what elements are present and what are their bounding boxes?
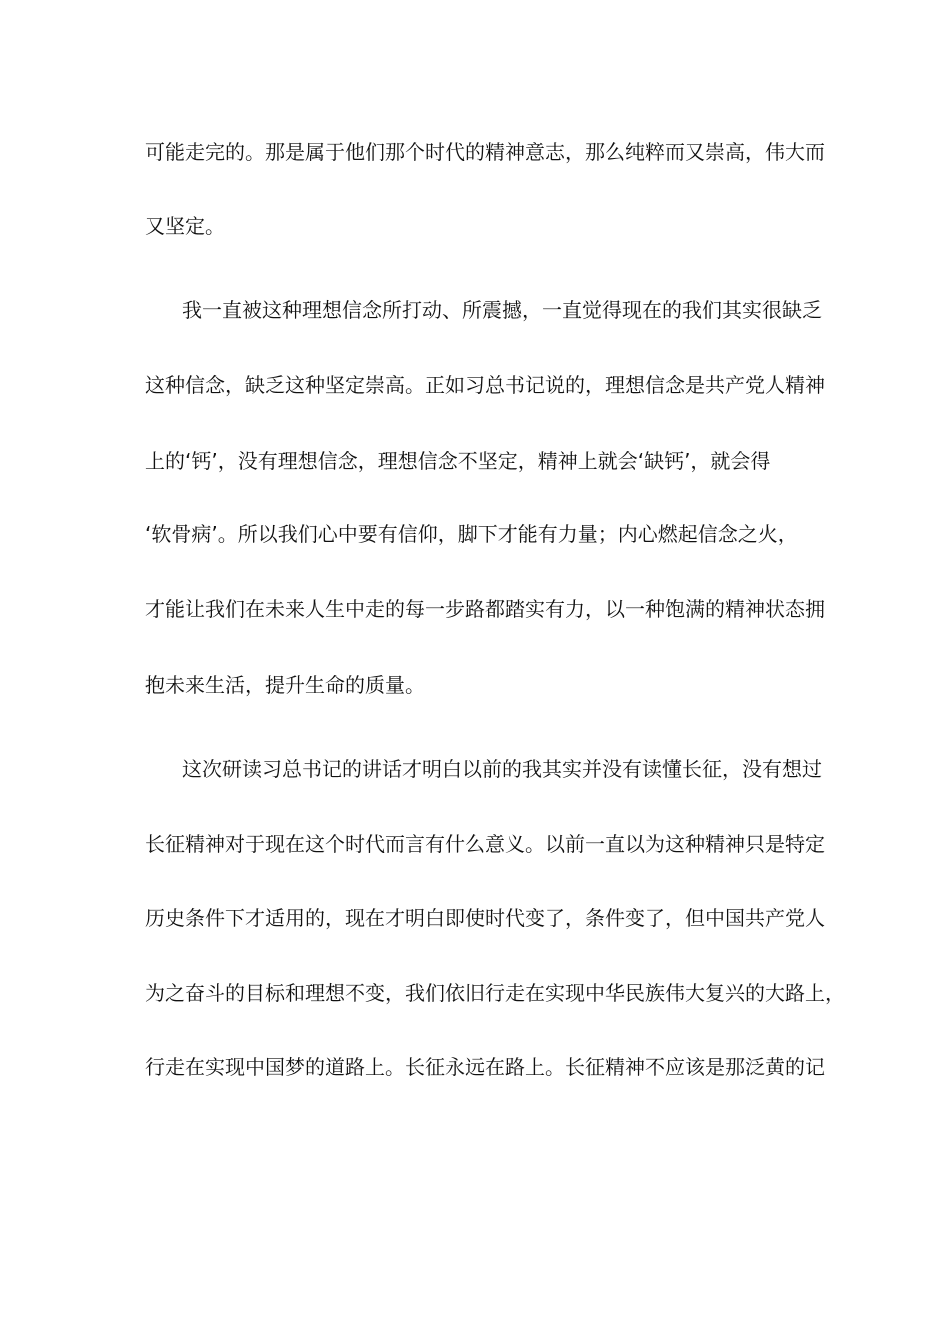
paragraph-line: 历史条件下才适用的，现在才明白即使时代变了，条件变了，但中国共产党人 [145, 906, 825, 930]
paragraph-line: 这种信念，缺乏这种坚定崇高。正如习总书记说的，理想信念是共产党人精神 [145, 373, 825, 397]
paragraph-line: ‘软骨病’。所以我们心中要有信仰，脚下才能有力量；内心燃起信念之火， [145, 522, 798, 546]
paragraph-line: 又坚定。 [145, 214, 225, 238]
paragraph-line: 抱未来生活，提升生命的质量。 [145, 673, 425, 697]
paragraph-line: 可能走完的。那是属于他们那个时代的精神意志，那么纯粹而又崇高，伟大而 [145, 140, 825, 164]
paragraph-line: 这次研读习总书记的讲话才明白以前的我其实并没有读懂长征，没有想过 [182, 757, 822, 781]
paragraph-line: 我一直被这种理想信念所打动、所震撼，一直觉得现在的我们其实很缺乏 [182, 298, 822, 322]
paragraph-line: 长征精神对于现在这个时代而言有什么意义。以前一直以为这种精神只是特定 [145, 832, 825, 856]
paragraph-line: 行走在实现中国梦的道路上。长征永远在路上。长征精神不应该是那泛黄的记 [145, 1055, 825, 1079]
paragraph-line: 为之奋斗的目标和理想不变，我们依旧行走在实现中华民族伟大复兴的大路上， [145, 981, 845, 1005]
paragraph-line: 才能让我们在未来人生中走的每一步路都踏实有力，以一种饱满的精神状态拥 [145, 597, 825, 621]
paragraph-line: 上的‘钙’，没有理想信念，理想信念不坚定，精神上就会‘缺钙’，就会得 [145, 449, 771, 473]
